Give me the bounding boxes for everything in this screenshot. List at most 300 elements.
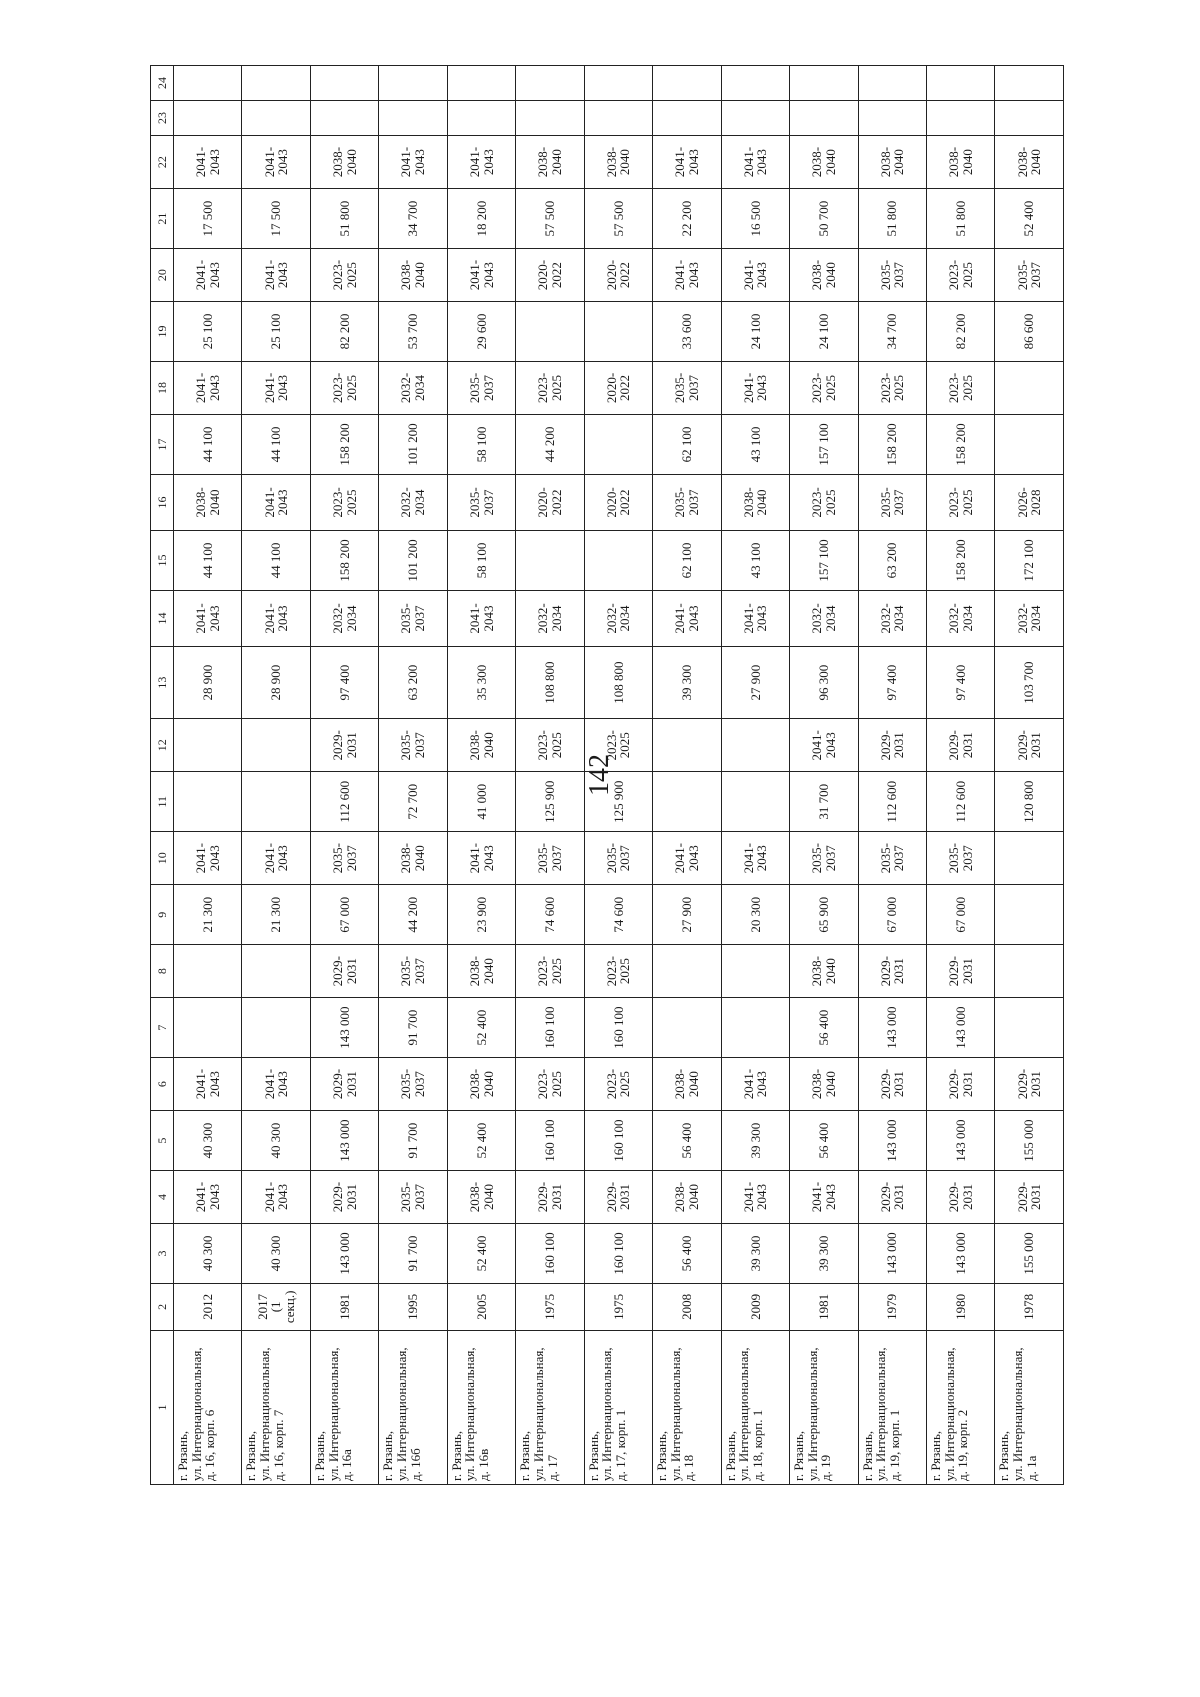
cell-col-3: 143 000	[926, 1224, 994, 1284]
address-line-3: д. 19, корп. 2	[955, 1409, 971, 1481]
cell-col-19: 33 600	[653, 302, 721, 362]
cell-col-7	[653, 998, 721, 1058]
cell-col-15: 158 200	[926, 531, 994, 591]
col-header-6: 6	[151, 1057, 174, 1110]
col-header-13: 13	[151, 647, 174, 719]
cell-col-17: 101 200	[379, 415, 447, 475]
cell-col-22: 2038- 2040	[516, 135, 584, 188]
cell-col-15: 157 100	[790, 531, 858, 591]
cell-col-14: 2032- 2034	[516, 590, 584, 646]
cell-col-12: 2041- 2043	[790, 719, 858, 772]
cell-col-9: 67 000	[926, 885, 994, 945]
cell-col-6: 2029- 2031	[310, 1057, 378, 1110]
cell-col-12	[242, 719, 310, 772]
cell-col-5: 56 400	[790, 1111, 858, 1171]
col-header-12: 12	[151, 719, 174, 772]
cell-col-3: 160 100	[584, 1224, 652, 1284]
table-row	[310, 66, 378, 1485]
cell-col-2: 2005	[447, 1283, 515, 1330]
address-line-2: ул. Интернациональная,	[667, 1347, 683, 1481]
cell-col-24	[242, 66, 310, 101]
cell-col-9: 21 300	[242, 885, 310, 945]
cell-col-2: 2008	[653, 1283, 721, 1330]
col-header-5: 5	[151, 1111, 174, 1171]
cell-col-12: 2023- 2025	[584, 719, 652, 772]
cell-col-7: 91 700	[379, 998, 447, 1058]
cell-col-21: 57 500	[516, 189, 584, 249]
cell-col-15: 58 100	[447, 531, 515, 591]
cell-col-20: 2020- 2022	[584, 248, 652, 301]
cell-col-3: 56 400	[653, 1224, 721, 1284]
col-header-16: 16	[151, 474, 174, 530]
cell-col-8: 2029- 2031	[858, 944, 926, 997]
address-cell	[721, 1330, 789, 1484]
cell-col-4: 2038- 2040	[447, 1170, 515, 1223]
cell-col-16: 2035- 2037	[858, 474, 926, 530]
cell-col-20: 2038- 2040	[379, 248, 447, 301]
cell-col-23	[721, 101, 789, 136]
cell-col-24	[790, 66, 858, 101]
cell-col-24	[584, 66, 652, 101]
cell-col-21: 50 700	[790, 189, 858, 249]
cell-col-3: 155 000	[995, 1224, 1064, 1284]
table-row	[653, 66, 721, 1485]
cell-col-22: 2041- 2043	[653, 135, 721, 188]
cell-col-6: 2041- 2043	[721, 1057, 789, 1110]
cell-col-11	[721, 772, 789, 832]
address-line-1: г. Рязань,	[311, 1430, 327, 1481]
cell-col-21: 22 200	[653, 189, 721, 249]
address-line-1: г. Рязань,	[996, 1430, 1012, 1481]
cell-col-12: 2029- 2031	[926, 719, 994, 772]
cell-col-2: 1995	[379, 1283, 447, 1330]
cell-col-7: 143 000	[858, 998, 926, 1058]
cell-col-4: 2041- 2043	[721, 1170, 789, 1223]
cell-col-19	[516, 302, 584, 362]
cell-col-21: 57 500	[584, 189, 652, 249]
cell-col-12	[653, 719, 721, 772]
cell-col-11	[242, 772, 310, 832]
cell-col-7: 160 100	[516, 998, 584, 1058]
address-line-3: д. 18, корп. 1	[749, 1409, 765, 1481]
address-line-1: г. Рязань,	[585, 1430, 601, 1481]
cell-col-4: 2029- 2031	[858, 1170, 926, 1223]
cell-col-17: 44 100	[174, 415, 242, 475]
col-header-14: 14	[151, 590, 174, 646]
cell-col-7: 160 100	[584, 998, 652, 1058]
col-header-23: 23	[151, 101, 174, 136]
address-line-2: ул. Интернациональная,	[941, 1347, 957, 1481]
address-line-3: д. 18	[681, 1454, 697, 1481]
col-header-11: 11	[151, 772, 174, 832]
cell-col-13: 27 900	[721, 647, 789, 719]
cell-col-8	[242, 944, 310, 997]
cell-col-15	[584, 531, 652, 591]
cell-col-4: 2041- 2043	[174, 1170, 242, 1223]
cell-col-23	[790, 101, 858, 136]
address-line-2: ул. Интернациональная,	[188, 1347, 204, 1481]
cell-col-14: 2032- 2034	[926, 590, 994, 646]
cell-col-5: 40 300	[242, 1111, 310, 1171]
cell-col-15: 44 100	[242, 531, 310, 591]
cell-col-23	[995, 101, 1064, 136]
cell-col-22: 2041- 2043	[242, 135, 310, 188]
cell-col-11: 41 000	[447, 772, 515, 832]
cell-col-20: 2038- 2040	[790, 248, 858, 301]
cell-col-15: 158 200	[310, 531, 378, 591]
cell-col-4: 2038- 2040	[653, 1170, 721, 1223]
cell-col-18: 2023- 2025	[858, 361, 926, 414]
cell-col-21: 51 800	[310, 189, 378, 249]
capital-repair-schedule-table	[150, 65, 1064, 1485]
cell-col-19: 25 100	[174, 302, 242, 362]
cell-col-3: 143 000	[858, 1224, 926, 1284]
cell-col-4: 2029- 2031	[584, 1170, 652, 1223]
cell-col-11: 31 700	[790, 772, 858, 832]
cell-col-18: 2023- 2025	[310, 361, 378, 414]
address-line-1: г. Рязань,	[654, 1430, 670, 1481]
address-line-3: д. 19, корп. 1	[886, 1409, 902, 1481]
address-line-2: ул. Интернациональная,	[257, 1347, 273, 1481]
table-row	[926, 66, 994, 1485]
cell-col-11: 112 600	[858, 772, 926, 832]
cell-col-6: 2029- 2031	[858, 1057, 926, 1110]
cell-col-9: 74 600	[516, 885, 584, 945]
cell-col-10: 2035- 2037	[858, 832, 926, 885]
cell-col-22: 2038- 2040	[995, 135, 1064, 188]
cell-col-19: 24 100	[790, 302, 858, 362]
cell-col-21: 34 700	[379, 189, 447, 249]
cell-col-12	[174, 719, 242, 772]
cell-col-12: 2035- 2037	[379, 719, 447, 772]
cell-col-9: 74 600	[584, 885, 652, 945]
cell-col-8: 2023- 2025	[584, 944, 652, 997]
cell-col-8: 2023- 2025	[516, 944, 584, 997]
cell-col-14: 2041- 2043	[653, 590, 721, 646]
cell-col-12: 2029- 2031	[995, 719, 1064, 772]
cell-col-6: 2023- 2025	[584, 1057, 652, 1110]
address-line-3: д. 16б	[407, 1448, 423, 1481]
cell-col-3: 39 300	[790, 1224, 858, 1284]
cell-col-21: 18 200	[447, 189, 515, 249]
cell-col-4: 2035- 2037	[379, 1170, 447, 1223]
cell-col-6: 2038- 2040	[790, 1057, 858, 1110]
col-header-10: 10	[151, 832, 174, 885]
cell-col-6: 2035- 2037	[379, 1057, 447, 1110]
col-header-18: 18	[151, 361, 174, 414]
cell-col-13: 108 800	[516, 647, 584, 719]
cell-col-23	[653, 101, 721, 136]
address-line-3: д. 16, корп. 7	[270, 1409, 286, 1481]
cell-col-16: 2041- 2043	[242, 474, 310, 530]
col-header-2: 2	[151, 1283, 174, 1330]
cell-col-24	[858, 66, 926, 101]
cell-col-7: 143 000	[926, 998, 994, 1058]
address-cell	[310, 1330, 378, 1484]
address-line-2: ул. Интернациональная,	[736, 1347, 752, 1481]
col-header-22: 22	[151, 135, 174, 188]
cell-col-24	[653, 66, 721, 101]
cell-col-3: 40 300	[174, 1224, 242, 1284]
cell-col-9: 27 900	[653, 885, 721, 945]
cell-col-19: 24 100	[721, 302, 789, 362]
cell-col-2: 1979	[858, 1283, 926, 1330]
cell-col-2: 2009	[721, 1283, 789, 1330]
cell-col-9: 23 900	[447, 885, 515, 945]
cell-col-2: 2012	[174, 1283, 242, 1330]
cell-col-23	[379, 101, 447, 136]
address-cell	[516, 1330, 584, 1484]
cell-col-3: 91 700	[379, 1224, 447, 1284]
cell-col-22: 2041- 2043	[721, 135, 789, 188]
cell-col-10: 2041- 2043	[447, 832, 515, 885]
col-header-15: 15	[151, 531, 174, 591]
cell-col-2: 1981	[790, 1283, 858, 1330]
cell-col-16: 2035- 2037	[653, 474, 721, 530]
cell-col-24	[447, 66, 515, 101]
cell-col-15: 43 100	[721, 531, 789, 591]
cell-col-10: 2035- 2037	[310, 832, 378, 885]
cell-col-17	[584, 415, 652, 475]
cell-col-14: 2032- 2034	[584, 590, 652, 646]
address-cell	[379, 1330, 447, 1484]
cell-col-16: 2023- 2025	[310, 474, 378, 530]
cell-col-17: 158 200	[926, 415, 994, 475]
cell-col-3: 143 000	[310, 1224, 378, 1284]
cell-col-12	[721, 719, 789, 772]
rotated-table-frame	[150, 65, 1064, 1485]
cell-col-17: 157 100	[790, 415, 858, 475]
cell-col-2: 1981	[310, 1283, 378, 1330]
cell-col-9: 20 300	[721, 885, 789, 945]
cell-col-5: 56 400	[653, 1111, 721, 1171]
cell-col-10: 2038- 2040	[379, 832, 447, 885]
cell-col-22: 2041- 2043	[447, 135, 515, 188]
cell-col-6: 2041- 2043	[242, 1057, 310, 1110]
cell-col-14: 2041- 2043	[242, 590, 310, 646]
address-line-1: г. Рязань,	[927, 1430, 943, 1481]
table-row	[584, 66, 652, 1485]
cell-col-13: 28 900	[242, 647, 310, 719]
cell-col-10: 2041- 2043	[721, 832, 789, 885]
address-cell	[584, 1330, 652, 1484]
col-header-4: 4	[151, 1170, 174, 1223]
address-line-3: д. 16а	[339, 1449, 355, 1481]
col-header-20: 20	[151, 248, 174, 301]
cell-col-20: 2035- 2037	[995, 248, 1064, 301]
cell-col-20: 2041- 2043	[174, 248, 242, 301]
cell-col-23	[310, 101, 378, 136]
cell-col-21: 52 400	[995, 189, 1064, 249]
address-line-2: ул. Интернациональная,	[462, 1347, 478, 1481]
cell-col-19: 25 100	[242, 302, 310, 362]
cell-col-4: 2029- 2031	[310, 1170, 378, 1223]
address-cell	[174, 1330, 242, 1484]
col-header-24: 24	[151, 66, 174, 101]
cell-col-24	[516, 66, 584, 101]
cell-col-3: 52 400	[447, 1224, 515, 1284]
cell-col-18: 2041- 2043	[242, 361, 310, 414]
cell-col-22: 2038- 2040	[926, 135, 994, 188]
cell-col-20: 2041- 2043	[721, 248, 789, 301]
address-cell	[653, 1330, 721, 1484]
cell-col-14: 2041- 2043	[447, 590, 515, 646]
page-number: 142	[584, 754, 615, 796]
cell-col-8: 2029- 2031	[926, 944, 994, 997]
cell-col-10	[995, 832, 1064, 885]
address-line-3: д. 1а	[1023, 1455, 1039, 1481]
cell-col-13: 28 900	[174, 647, 242, 719]
address-cell	[242, 1330, 310, 1484]
cell-col-24	[721, 66, 789, 101]
cell-col-21: 51 800	[926, 189, 994, 249]
cell-col-14: 2041- 2043	[174, 590, 242, 646]
cell-col-11: 120 800	[995, 772, 1064, 832]
cell-col-20: 2020- 2022	[516, 248, 584, 301]
address-line-1: г. Рязань,	[175, 1430, 190, 1481]
cell-col-11	[653, 772, 721, 832]
cell-col-9: 65 900	[790, 885, 858, 945]
cell-col-13: 63 200	[379, 647, 447, 719]
cell-col-4: 2029- 2031	[926, 1170, 994, 1223]
cell-col-13: 39 300	[653, 647, 721, 719]
cell-col-4: 2029- 2031	[516, 1170, 584, 1223]
table-row	[995, 66, 1064, 1485]
cell-col-16: 2038- 2040	[174, 474, 242, 530]
address-line-3: д. 16, корп. 6	[202, 1409, 218, 1481]
cell-col-2: 2017 (1 секц.)	[242, 1283, 310, 1330]
cell-col-24	[379, 66, 447, 101]
cell-col-17: 44 200	[516, 415, 584, 475]
cell-col-11: 112 600	[926, 772, 994, 832]
cell-col-3: 39 300	[721, 1224, 789, 1284]
cell-col-5: 143 000	[858, 1111, 926, 1171]
col-header-9: 9	[151, 885, 174, 945]
cell-col-13: 35 300	[447, 647, 515, 719]
cell-col-10: 2035- 2037	[790, 832, 858, 885]
cell-col-18: 2023- 2025	[926, 361, 994, 414]
cell-col-15: 44 100	[174, 531, 242, 591]
cell-col-18: 2035- 2037	[653, 361, 721, 414]
cell-col-5: 160 100	[516, 1111, 584, 1171]
cell-col-5: 52 400	[447, 1111, 515, 1171]
cell-col-9: 44 200	[379, 885, 447, 945]
address-line-3: д. 19	[818, 1454, 834, 1481]
cell-col-6: 2041- 2043	[174, 1057, 242, 1110]
cell-col-17: 158 200	[310, 415, 378, 475]
cell-col-19: 86 600	[995, 302, 1064, 362]
cell-col-5: 143 000	[310, 1111, 378, 1171]
cell-col-4: 2041- 2043	[242, 1170, 310, 1223]
cell-col-19: 29 600	[447, 302, 515, 362]
cell-col-16: 2035- 2037	[447, 474, 515, 530]
cell-col-19: 82 200	[926, 302, 994, 362]
cell-col-24	[310, 66, 378, 101]
cell-col-6: 2038- 2040	[653, 1057, 721, 1110]
address-cell	[447, 1330, 515, 1484]
cell-col-3: 160 100	[516, 1224, 584, 1284]
cell-col-9: 67 000	[310, 885, 378, 945]
cell-col-17: 62 100	[653, 415, 721, 475]
cell-col-13: 103 700	[995, 647, 1064, 719]
cell-col-8	[653, 944, 721, 997]
cell-col-14: 2032- 2034	[995, 590, 1064, 646]
cell-col-21: 17 500	[174, 189, 242, 249]
col-header-21: 21	[151, 189, 174, 249]
cell-col-23	[242, 101, 310, 136]
cell-col-16: 2032- 2034	[379, 474, 447, 530]
address-line-3: д. 17, корп. 1	[613, 1409, 628, 1481]
cell-col-20: 2023- 2025	[926, 248, 994, 301]
cell-col-22: 2041- 2043	[174, 135, 242, 188]
cell-col-10: 2041- 2043	[242, 832, 310, 885]
cell-col-20: 2041- 2043	[242, 248, 310, 301]
address-cell	[858, 1330, 926, 1484]
cell-col-23	[516, 101, 584, 136]
address-line-1: г. Рязань,	[243, 1430, 259, 1481]
column-number-header	[151, 66, 174, 1485]
cell-col-18	[995, 361, 1064, 414]
cell-col-11: 125 900	[516, 772, 584, 832]
cell-col-13: 108 800	[584, 647, 652, 719]
cell-col-16: 2020- 2022	[516, 474, 584, 530]
cell-col-16: 2023- 2025	[926, 474, 994, 530]
address-line-3: д. 17	[544, 1454, 560, 1481]
cell-col-15	[516, 531, 584, 591]
cell-col-24	[995, 66, 1064, 101]
address-line-3: д. 16в	[476, 1448, 492, 1481]
cell-col-19: 34 700	[858, 302, 926, 362]
cell-col-13: 97 400	[310, 647, 378, 719]
cell-col-22: 2038- 2040	[858, 135, 926, 188]
col-header-8: 8	[151, 944, 174, 997]
cell-col-24	[174, 66, 242, 101]
address-line-1: г. Рязань,	[380, 1430, 396, 1481]
cell-col-18: 2041- 2043	[174, 361, 242, 414]
cell-col-18: 2041- 2043	[721, 361, 789, 414]
cell-col-11: 72 700	[379, 772, 447, 832]
cell-col-18: 2035- 2037	[447, 361, 515, 414]
cell-col-10: 2041- 2043	[174, 832, 242, 885]
cell-col-22: 2038- 2040	[584, 135, 652, 188]
cell-col-23	[584, 101, 652, 136]
address-cell	[790, 1330, 858, 1484]
table-row	[790, 66, 858, 1485]
address-cell	[926, 1330, 994, 1484]
cell-col-8: 2038- 2040	[790, 944, 858, 997]
address-line-2: ул. Интернациональная,	[599, 1347, 615, 1481]
cell-col-14: 2035- 2037	[379, 590, 447, 646]
cell-col-14: 2041- 2043	[721, 590, 789, 646]
cell-col-23	[447, 101, 515, 136]
cell-col-24	[926, 66, 994, 101]
cell-col-11	[174, 772, 242, 832]
cell-col-7: 56 400	[790, 998, 858, 1058]
cell-col-2: 1978	[995, 1283, 1064, 1330]
cell-col-17: 158 200	[858, 415, 926, 475]
address-cell	[995, 1330, 1064, 1484]
cell-col-7	[995, 998, 1064, 1058]
cell-col-10: 2035- 2037	[516, 832, 584, 885]
cell-col-4: 2041- 2043	[790, 1170, 858, 1223]
cell-col-14: 2032- 2034	[858, 590, 926, 646]
table-row	[516, 66, 584, 1485]
cell-col-10: 2035- 2037	[926, 832, 994, 885]
address-line-1: г. Рязань,	[448, 1430, 464, 1481]
cell-col-8: 2035- 2037	[379, 944, 447, 997]
address-line-2: ул. Интернациональная,	[325, 1347, 341, 1481]
cell-col-15: 62 100	[653, 531, 721, 591]
